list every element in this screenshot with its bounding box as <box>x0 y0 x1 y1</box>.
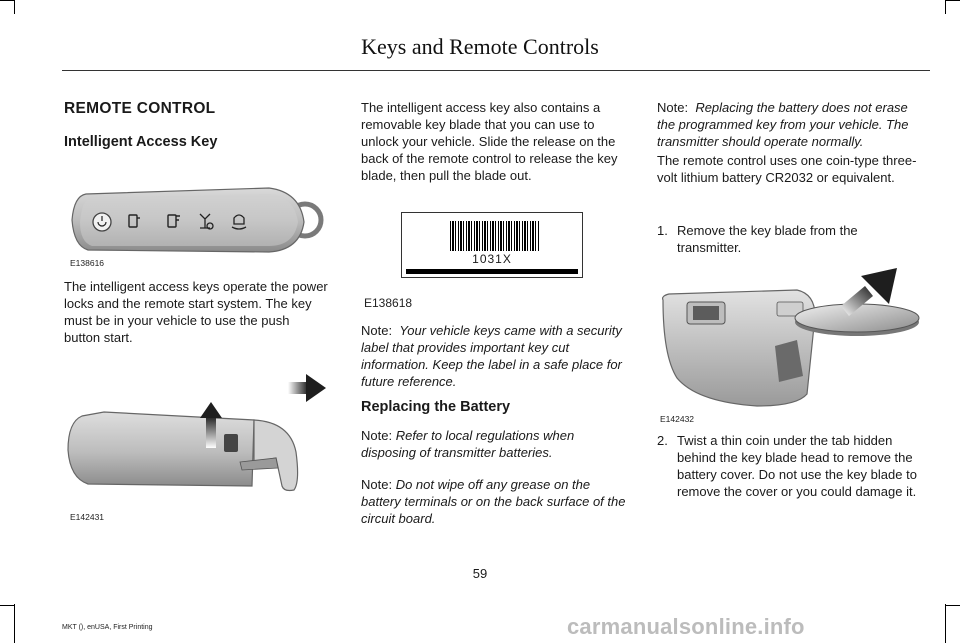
battery-cover-figure <box>657 266 929 426</box>
crop-mark <box>0 605 14 606</box>
list-item <box>657 222 917 256</box>
battery-cover-illustration <box>657 266 929 414</box>
crop-mark <box>945 0 946 14</box>
subsection-heading: Replacing the Battery <box>361 399 511 415</box>
note-text: Refer to local regulations when disposing of transmitter batteries. <box>361 428 575 460</box>
body-text: The remote control uses one coin-type three-volt lithium battery CR2032 or equivalent. <box>657 153 917 185</box>
note-text: Your vehicle keys came with a security label that provides important key cut information. Keep the label in a safe place for future reference. <box>361 323 622 389</box>
list-item <box>657 432 929 500</box>
note-paragraph <box>361 427 629 461</box>
figure-code: E142431 <box>70 512 105 522</box>
crop-mark <box>14 0 15 14</box>
key-blade-release-figure <box>64 366 332 526</box>
note-paragraph <box>657 99 929 150</box>
crop-mark <box>945 604 946 643</box>
crop-mark <box>946 605 960 606</box>
list-text: Remove the key blade from the transmitter. <box>677 223 858 255</box>
figure-code: E138618 <box>364 296 413 310</box>
list-number: 2. <box>657 433 668 448</box>
crop-mark <box>946 0 960 1</box>
barcode <box>450 221 540 251</box>
body-text: The intelligent access keys operate the power locks and the remote start system. The key must be in your vehicle to use the push button start. <box>64 279 328 345</box>
crop-mark <box>14 604 15 643</box>
label-stripe <box>406 269 578 274</box>
note-label: Note: <box>361 323 393 338</box>
security-label-figure <box>361 210 631 314</box>
page-number: 59 <box>472 566 488 581</box>
header-rule <box>62 70 930 71</box>
figure-code: E142432 <box>660 414 695 424</box>
key-blade-release-illustration <box>64 366 332 516</box>
key-fob-front-illustration <box>64 166 326 270</box>
body-text: The intelligent access key also contains a removable key blade that you can use to unlock your vehicle. Slide the release on the back of the remote control to release the key blade, then pull the blade out. <box>361 100 618 183</box>
page-header-title: Keys and Remote Controls <box>361 34 599 59</box>
key-fob-front-figure <box>64 166 326 270</box>
list-text: Twist a thin coin under the tab hidden behind the key blade head to remove the battery cover. Do not use the key blade to remove the cover or you could damage it. <box>677 433 917 499</box>
note-text: Do not wipe off any grease on the battery terminals or on the back surface of the circuit board. <box>361 477 626 526</box>
print-info: MKT (), enUSA, First Printing <box>62 624 153 631</box>
figure-code: E138616 <box>70 258 105 268</box>
note-paragraph <box>361 322 629 390</box>
crop-mark <box>0 0 14 1</box>
label-code: 1031X <box>472 252 512 266</box>
note-label: Note: <box>361 428 393 443</box>
start-button-icon <box>93 213 111 231</box>
list-number: 1. <box>657 223 668 238</box>
security-label <box>401 212 583 278</box>
note-label: Note: <box>657 100 689 115</box>
note-paragraph <box>361 476 629 527</box>
note-text: Replacing the battery does not erase the programmed key from your vehicle. The transmitter should operate normally. <box>657 100 909 149</box>
subsection-heading: Intelligent Access Key <box>64 134 218 150</box>
section-heading: REMOTE CONTROL <box>64 100 216 117</box>
note-label: Note: <box>361 477 393 492</box>
watermark: carmanualsonline.info <box>567 614 805 639</box>
right-arrow-icon <box>288 374 326 402</box>
